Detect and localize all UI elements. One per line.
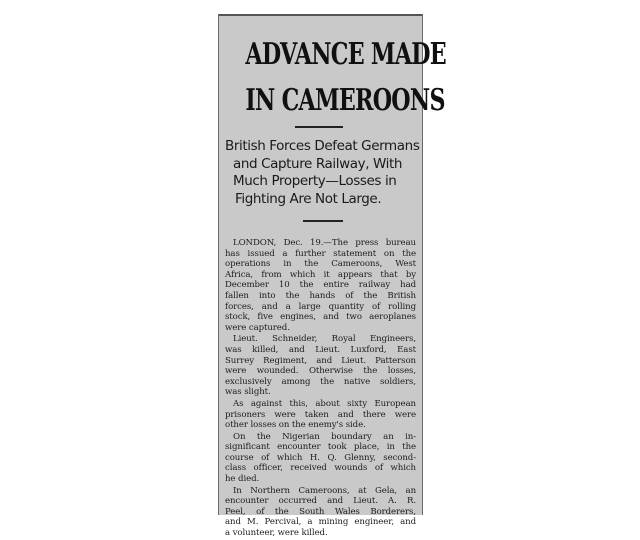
paragraph-nigerian-boundary: [225, 432, 416, 485]
body-line: LONDON, Dec. 19.—The press bureau: [233, 238, 416, 248]
deck-line: Fighting Are Not Large.: [235, 190, 382, 207]
body-line: As against this, about sixty European: [233, 398, 416, 409]
body-line: has issued a further statement on the: [225, 248, 416, 259]
newspaper-clipping: [218, 14, 446, 539]
deck-line: and Capture Railway, With: [233, 155, 403, 172]
headline-line-1: ADVANCE MADE: [245, 37, 446, 72]
body-line: were captured.: [225, 322, 290, 333]
paragraph-northern-cameroons: [225, 486, 416, 539]
body-line: class officer, received wounds of which: [225, 463, 416, 474]
body-line: operations in the Cameroons, West: [225, 259, 416, 270]
paragraph-dateline: [225, 238, 416, 333]
body-line: significant encounter took place, in the: [225, 442, 416, 453]
body-line: and M. Percival, a mining engineer, and: [225, 517, 416, 528]
body-line: Lieut. Schneider, Royal Engineers,: [233, 334, 416, 345]
body-line: prisoners were taken and there were: [225, 409, 416, 420]
body-line: fallen into the hands of the British: [225, 290, 416, 301]
body-line: In Northern Cameroons, at Gela, an: [233, 485, 416, 496]
body-line: a volunteer, were killed.: [225, 528, 328, 539]
top-border: [219, 14, 422, 16]
body-line: Africa, from which it appears that by: [225, 269, 416, 280]
body-line: Surrey Regiment, and Lieut. Patterson: [225, 355, 416, 366]
body-line: he died.: [225, 474, 260, 485]
body-line: was slight.: [225, 387, 271, 398]
body-line: December 10 the entire railway had: [225, 280, 416, 291]
paragraph-casualties: [225, 334, 416, 398]
article-body: [225, 238, 416, 540]
body-line: exclusively among the native soldiers,: [225, 376, 416, 387]
deck-divider: [303, 220, 343, 222]
body-line: stock, five engines, and two aeroplanes: [225, 312, 416, 323]
deck-line: British Forces Defeat Germans: [225, 138, 420, 154]
body-line: course of which H. Q. Glenny, second-: [225, 452, 416, 463]
body-line: other losses on the enemy's side.: [225, 420, 366, 431]
body-line: Peel, of the South Wales Borderers,: [225, 506, 416, 517]
body-line: encounter occurred and Lieut. A. R.: [225, 496, 416, 507]
paragraph-prisoners: [225, 399, 416, 431]
body-line: On the Nigerian boundary an in-: [233, 431, 416, 442]
deck-line: Much Property—Losses in: [233, 173, 397, 189]
body-line: were wounded. Otherwise the losses,: [225, 366, 416, 377]
body-line: forces, and a large quantity of rolling: [225, 301, 416, 312]
headline-line-2: IN CAMEROONS: [245, 83, 445, 118]
subheadline-deck: [225, 138, 418, 208]
headline-divider: [295, 126, 343, 128]
body-line: was killed, and Lieut. Luxford, East: [225, 344, 416, 355]
